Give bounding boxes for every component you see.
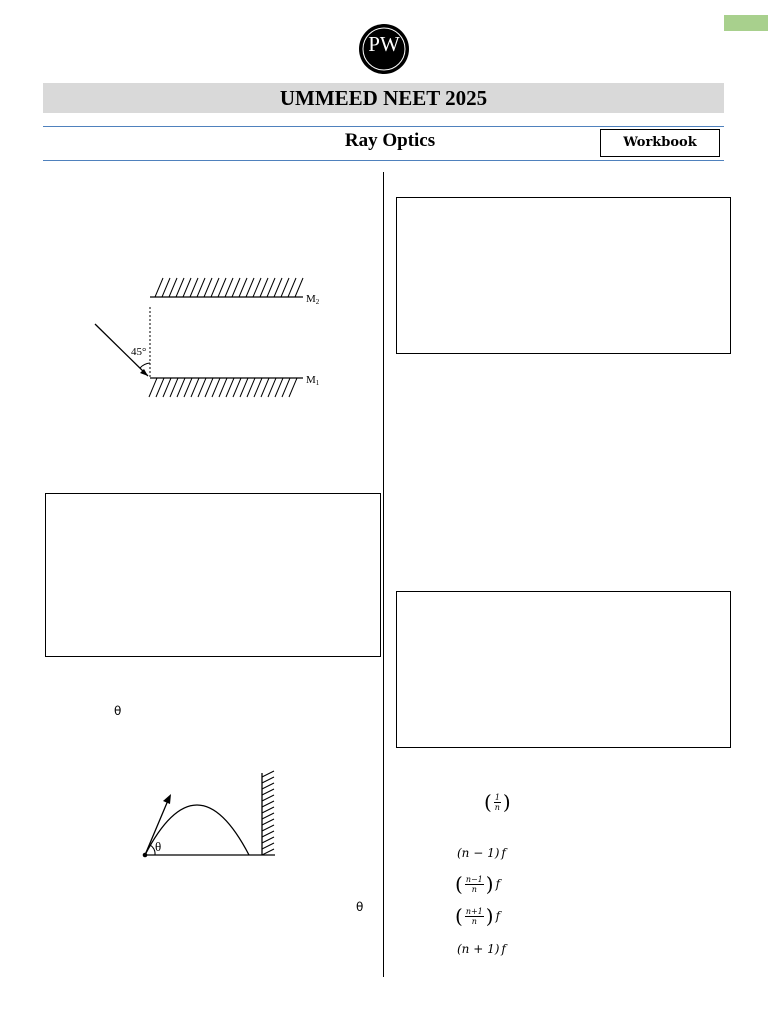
theta-symbol: θ [356,900,364,914]
theta-symbol: θ [114,704,122,718]
column-divider [383,172,384,977]
pw-logo-icon [358,23,410,75]
workbook-tag: Workbook [600,129,720,157]
projectile-figure [135,765,280,865]
option-1: (n − 1) f [457,846,506,860]
option-3: ( $\frac{n+1}{n}$ ) f [455,904,501,928]
projectile-angle-label: θ [155,839,162,854]
corner-tab [724,15,768,31]
fraction-one-over-n: ( $\frac{1}{n}$ ) [484,790,511,814]
solution-box-right-bottom [396,591,731,748]
option-4: (n + 1) f [457,942,506,956]
solution-box-left [45,493,381,657]
logo-text: PW [368,32,400,56]
solution-box-right-top [396,197,731,354]
header-rule-bottom [43,160,724,161]
mirror-m2-label: M2 [306,293,320,306]
header-rule-top [43,126,724,127]
mirror-figure [85,275,345,405]
option-2: ( $\frac{n-1}{n}$ ) f [455,872,501,896]
angle-45-label: 45° [131,346,147,358]
page-title: UMMEED NEET 2025 [43,83,724,113]
chapter-title: Ray Optics [344,130,436,151]
mirror-m1-label: M1 [306,374,320,387]
